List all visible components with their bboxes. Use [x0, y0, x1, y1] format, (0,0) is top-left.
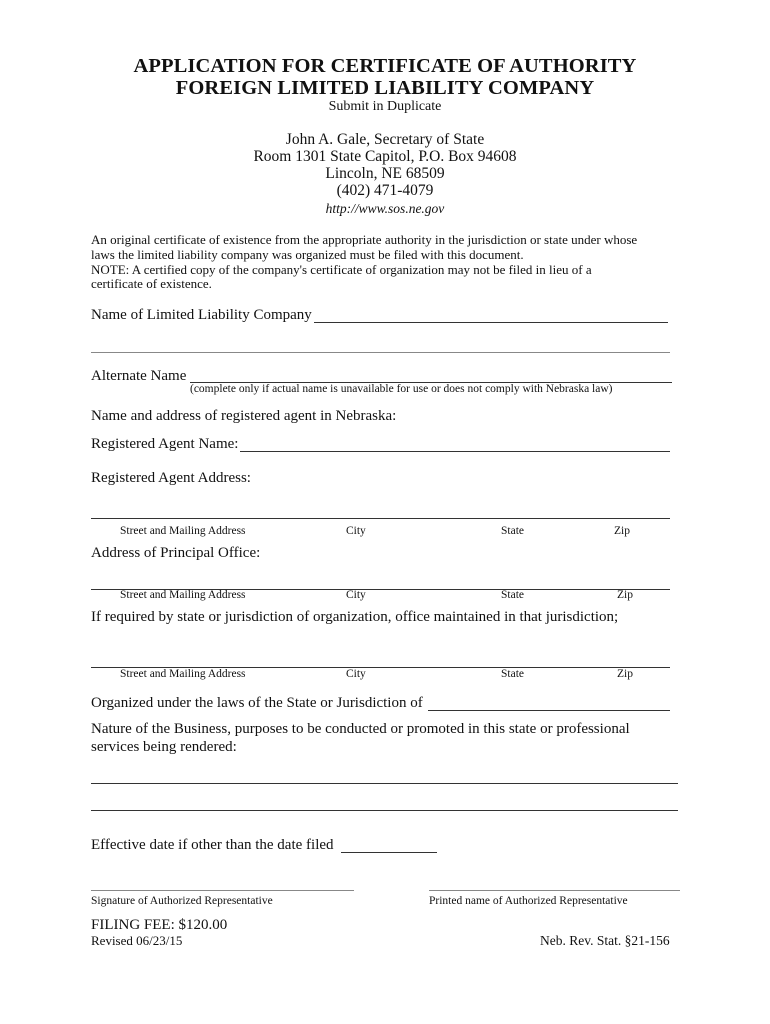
jurisdiction-office-label: If required by state or jurisdiction of organization, office maintained in that jurisdiction;	[91, 609, 619, 625]
nature-of-business-field-2[interactable]	[91, 810, 678, 811]
organized-under-field[interactable]	[428, 710, 670, 711]
effective-date-field[interactable]	[341, 852, 437, 853]
llc-name-label: Name of Limited Liability Company	[91, 307, 312, 323]
principal-zip-caption: Zip	[617, 589, 633, 601]
principal-state-caption: State	[501, 589, 524, 601]
alternate-name-label: Alternate Name	[91, 368, 187, 384]
intro-line1: An original certificate of existence from the appropriate authority in the jurisdiction or state under whose	[91, 232, 638, 247]
office-phone: (402) 471-4079	[336, 182, 434, 199]
form-title-line1: APPLICATION FOR CERTIFICATE OF AUTHORITY	[133, 55, 637, 77]
principal-street-caption: Street and Mailing Address	[120, 589, 246, 601]
signature-label: Signature of Authorized Representative	[91, 895, 273, 907]
nature-of-business-label-cont: services being rendered:	[91, 739, 237, 755]
submit-note: Submit in Duplicate	[328, 99, 442, 114]
agent-address-field[interactable]	[91, 518, 670, 519]
agent-address-zip-caption: Zip	[614, 525, 630, 537]
principal-office-label: Address of Principal Office:	[91, 545, 261, 561]
agent-address-city-caption: City	[346, 525, 366, 537]
printed-name-label: Printed name of Authorized Representative	[429, 895, 628, 907]
office-url[interactable]: http://www.sos.ne.gov	[325, 201, 445, 216]
agent-name-field[interactable]	[240, 451, 670, 452]
intro-note-line2: certificate of existence.	[91, 276, 212, 291]
form-title-line2: FOREIGN LIMITED LIABILITY COMPANY	[175, 77, 595, 99]
agent-address-street-caption: Street and Mailing Address	[120, 525, 246, 537]
agent-address-label: Registered Agent Address:	[91, 470, 251, 486]
intro-line2: laws the limited liability company was organized must be filed with this document.	[91, 247, 524, 262]
llc-name-field-line2[interactable]	[91, 352, 670, 353]
alternate-name-note: (complete only if actual name is unavailable for use or does not comply with Nebraska law)	[190, 383, 613, 395]
agent-address-state-caption: State	[501, 525, 524, 537]
agent-name-label: Registered Agent Name:	[91, 436, 239, 452]
llc-name-field[interactable]	[314, 322, 668, 323]
effective-date-label: Effective date if other than the date filed	[91, 837, 334, 853]
signature-field[interactable]	[91, 890, 354, 891]
office-city: Lincoln, NE 68509	[325, 165, 445, 182]
jurisdiction-city-caption: City	[346, 668, 366, 680]
nature-of-business-field-1[interactable]	[91, 783, 678, 784]
organized-under-label: Organized under the laws of the State or Jurisdiction of	[91, 695, 423, 711]
printed-name-field[interactable]	[429, 890, 680, 891]
office-room: Room 1301 State Capitol, P.O. Box 94608	[253, 148, 517, 165]
jurisdiction-state-caption: State	[501, 668, 524, 680]
statute-reference: Neb. Rev. Stat. §21-156	[540, 933, 670, 948]
intro-note-line1: NOTE: A certified copy of the company's certificate of organization may not be filed in lieu of a	[91, 262, 592, 277]
filing-fee: FILING FEE: $120.00	[91, 917, 228, 933]
jurisdiction-street-caption: Street and Mailing Address	[120, 668, 246, 680]
revised-date: Revised 06/23/15	[91, 933, 183, 948]
jurisdiction-zip-caption: Zip	[617, 668, 633, 680]
nature-of-business-label: Nature of the Business, purposes to be conducted or promoted in this state or professional	[91, 721, 630, 737]
officer-name: John A. Gale, Secretary of State	[285, 131, 485, 148]
principal-city-caption: City	[346, 589, 366, 601]
agent-heading: Name and address of registered agent in Nebraska:	[91, 408, 397, 424]
